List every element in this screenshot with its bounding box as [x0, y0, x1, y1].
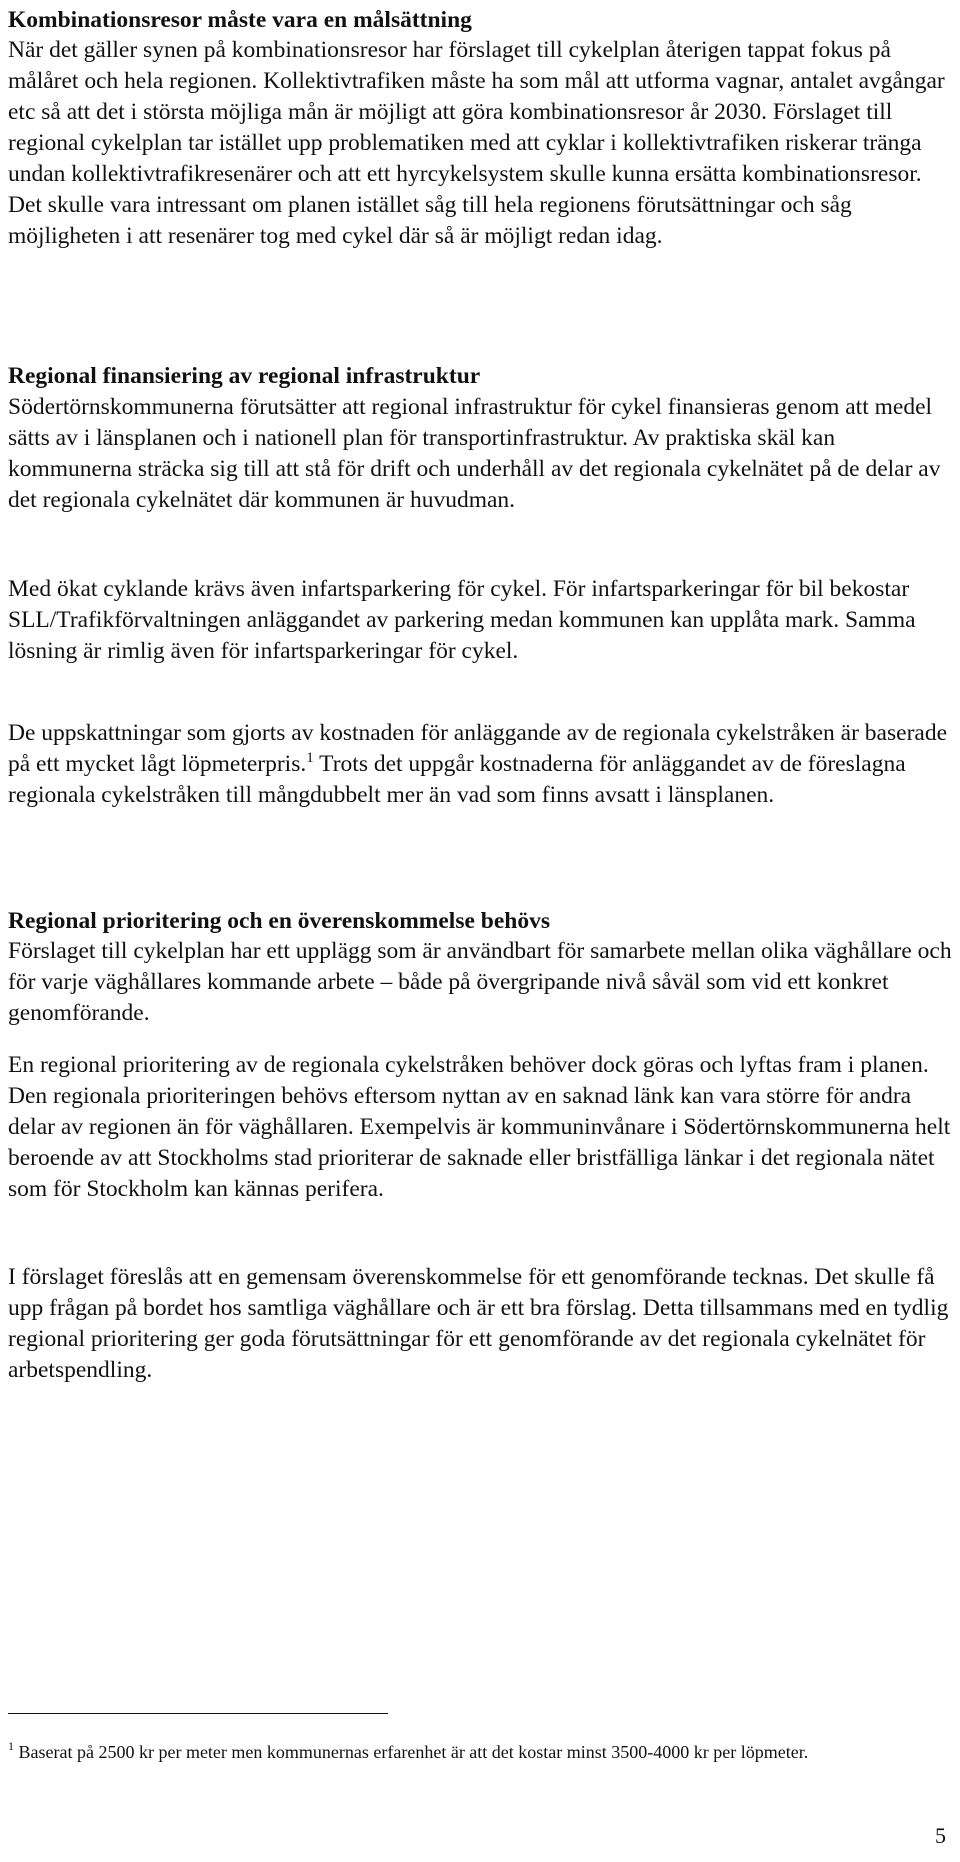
- footnote-divider: [8, 1713, 388, 1714]
- paragraph-text-after-note: Trots det uppgår kostnaderna för anläggandet av de föreslagna regionala cykelstråken till mångdubbelt mer än vad som finns avsatt i länsplanen.: [8, 751, 906, 808]
- paragraph-kombinationsresor: När det gäller synen på kombinationsresor har förslaget till cykelplan återigen tappat fokus på målåret och hela regionen. Kollektivtrafiken måste ha som mål att utforma vagnar, antalet avgångar etc så att det i största möjliga mån är möjligt att göra kombinationsresor år 2030. Förslaget till regional cykelplan tar istället upp problematiken med att cyklar i kollektivtrafiken riskerar tränga undan kollektivtrafikresenärer och att ett hyrcykelsystem skulle kunna ersätta kombinationsresor. Det skulle vara intressant om planen istället såg till hela regionens förutsättningar och såg möjligheten i att resenärer tog med cykel där så är möjligt redan idag.: [8, 37, 945, 249]
- footnote: [8, 1738, 938, 1767]
- footnote-reference[interactable]: 1: [306, 750, 314, 766]
- section-heading-kombinationsresor: Kombinationsresor måste vara en målsättning: [8, 7, 472, 33]
- page-number: 5: [935, 1823, 946, 1848]
- paragraph-prioritering-1: Förslaget till cykelplan har ett upplägg som är användbart för samarbete mellan olika väghållare och för varje väghållares kommande arbete – både på övergripande nivå såväl som vid ett konkret genomförande.: [8, 938, 952, 1026]
- section-heading-prioritering: Regional prioritering och en överenskommelse behövs: [8, 908, 550, 934]
- footnote-marker: 1: [8, 1739, 14, 1753]
- paragraph-prioritering-3: I förslaget föreslås att en gemensam överenskommelse för ett genomförande tecknas. Det skulle få upp frågan på bordet hos samtliga väghållare och är ett bra förslag. Detta tillsammans med en tydlig regional prioritering ger goda förutsättningar för ett genomförande av det regionala cykelnätet för arbetspendling.: [8, 1264, 949, 1383]
- paragraph-finansiering-1: Södertörnskommunerna förutsätter att regional infrastruktur för cykel finansieras genom att medel sätts av i länsplanen och i nationell plan för transportinfrastruktur. Av praktiska skäl kan kommunerna sträcka sig till att stå för drift och underhåll av det regionala cykelnätet på de delar av det regionala cykelnätet där kommunen är huvudman.: [8, 394, 941, 513]
- paragraph-text-before-note: De uppskattningar som gjorts av kostnaden för anläggande av de regionala cykelstråken är baserade på ett mycket lågt löpmeterpris.: [8, 720, 948, 777]
- paragraph-prioritering-2: En regional prioritering av de regionala cykelstråken behöver dock göras och lyftas fram i planen. Den regionala prioriteringen behövs eftersom nyttan av en saknad länk kan vara större för andra delar av regionen än för väghållaren. Exempelvis är kommuninvånare i Södertörnskommunerna helt beroende av att Stockholms stad prioriterar de saknade eller bristfälliga länkar i det regionala nätet som för Stockholm kan kännas perifera.: [8, 1052, 951, 1202]
- section-heading-finansiering: Regional finansiering av regional infrastruktur: [8, 363, 481, 389]
- paragraph-finansiering-3: [8, 718, 953, 811]
- footnote-text: Baserat på 2500 kr per meter men kommunernas erfarenhet är att det kostar minst 3500-4000 kr per löpmeter.: [14, 1742, 809, 1762]
- paragraph-finansiering-2: Med ökat cyklande krävs även infartsparkering för cykel. För infartsparkeringar för bil bekostar SLL/Trafikförvaltningen anläggandet av parkering medan kommunen kan upplåta mark. Samma lösning är rimlig även för infartsparkeringar för cykel.: [8, 576, 916, 664]
